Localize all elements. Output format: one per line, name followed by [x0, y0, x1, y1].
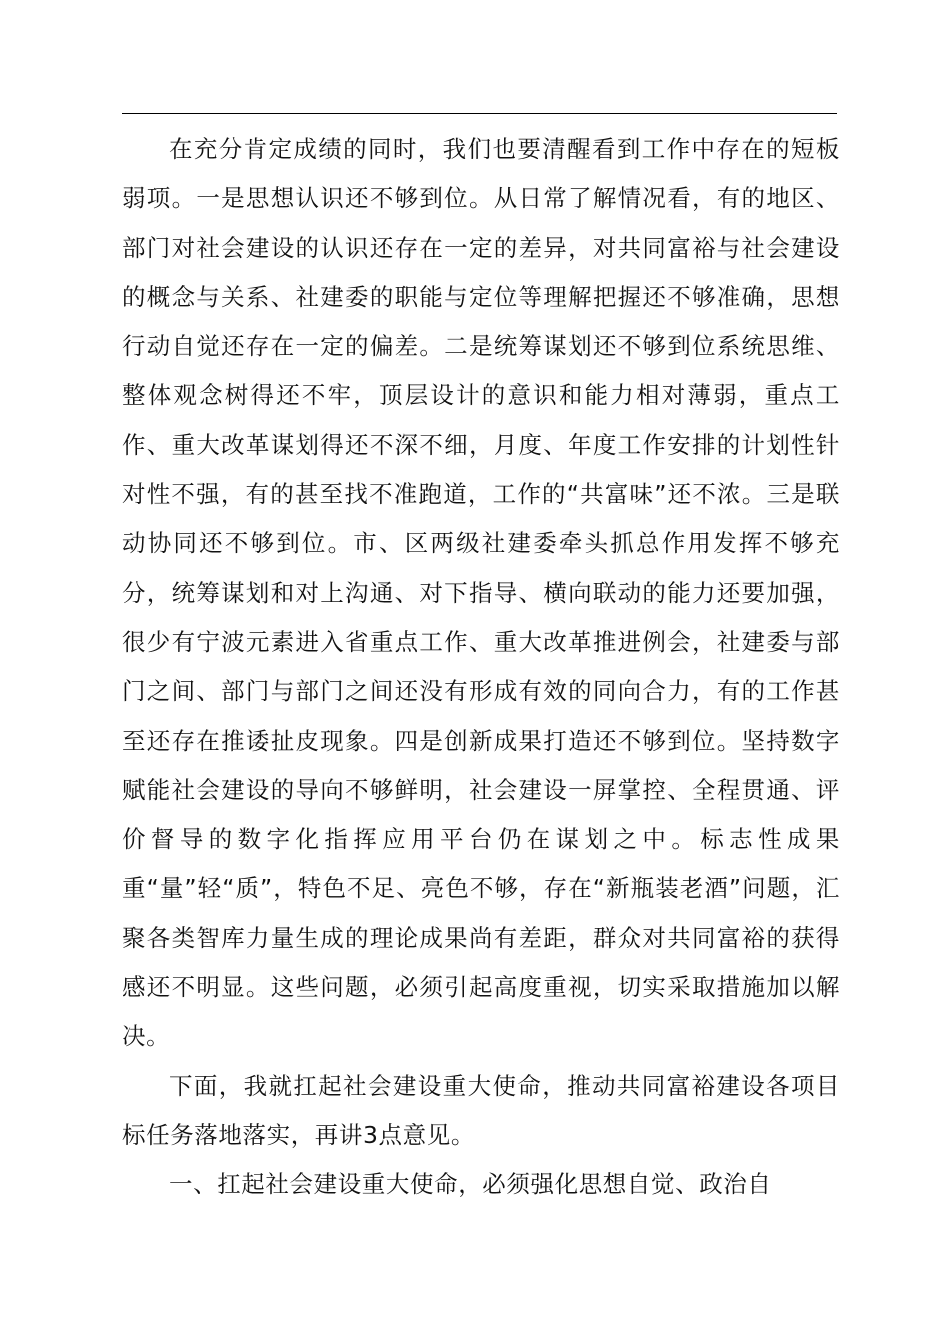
paragraph-introduction: 下面，我就扛起社会建设重大使命，推动共同富裕建设各项目标任务落地落实，再讲3点意见。	[122, 1071, 840, 1149]
header-rule	[122, 113, 837, 114]
document-body	[122, 125, 840, 1210]
paragraph-shortcomings: 在充分肯定成绩的同时，我们也要清醒看到工作中存在的短板弱项。一是思想认识还不够到位。从日常了解情况看，有的地区、部门对社会建设的认识还存在一定的差异，对共同富裕与社会建设的概念与关系、社建委的职能与定位等理解把握还不够准确，思想行动自觉还存在一定的偏差。二是统筹谋划还不够到位系统思维、整体观念树得还不牢，顶层设计的意识和能力相对薄弱，重点工作、重大改革谋划得还不深不细，月度、年度工作安排的计划性针对性不强，有的甚至找不准跑道，工作的“共富味”还不浓。三是联动协同还不够到位。市、区两级社建委牵头抓总作用发挥不够充分，统筹谋划和对上沟通、对下指导、横向联动的能力还要加强，很少有宁波元素进入省重点工作、重大改革推进例会，社建委与部门之间、部门与部门之间还没有形成有效的同向合力，有的工作甚至还存在推诿扯皮现象。四是创新成果打造还不够到位。坚持数字赋能社会建设的导向不够鲜明，社会建设一屏掌控、全程贯通、评价督导的数字化指挥应用平台仍在谋划之中。标志性成果重“量”轻“质”，特色不足、亮色不够，存在“新瓶装老酒”问题，汇聚各类智库力量生成的理论成果尚有差距，群众对共同富裕的获得感还不明显。这些问题，必须引起高度重视，切实采取措施加以解决。	[122, 135, 840, 1051]
section-heading-one: 一、扛起社会建设重大使命，必须强化思想自觉、政治自	[169, 1170, 772, 1199]
